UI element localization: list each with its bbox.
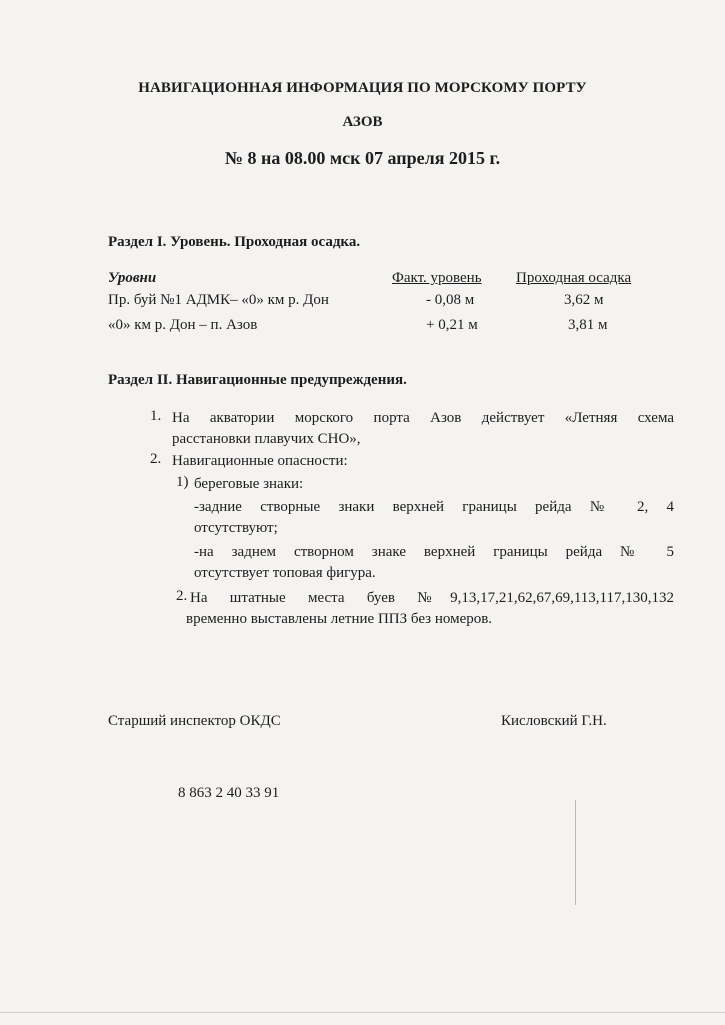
signatory-name: Кисловский Г.Н. — [501, 713, 607, 729]
column-header-actual-level: Факт. уровень — [392, 270, 482, 286]
document-title: НАВИГАЦИОННАЯ ИНФОРМАЦИЯ ПО МОРСКОМУ ПОРТУ — [138, 80, 587, 96]
list-number: 2. — [150, 451, 162, 467]
row-section: Пр. буй №1 АДМК– «0» км р. Дон — [108, 292, 329, 308]
row-draft: 3,81 м — [568, 317, 608, 333]
sub2-line1: На штатные места буев №9,13,17,21,62,67,69,113,117,130,132 — [190, 590, 674, 606]
dash1-line2: отсутствуют; — [194, 520, 278, 536]
signatory-position: Старший инспектор ОКДС — [108, 713, 281, 729]
row-actual-level: - 0,08 м — [426, 292, 475, 308]
levels-table-header — [108, 270, 668, 290]
sub1-text: береговые знаки: — [194, 476, 304, 492]
item2-text: Навигационные опасности: — [172, 453, 348, 469]
item1-line1: На акватории морского порта Азов действует «Летняя схема — [172, 410, 674, 426]
sublist-number: 1) — [176, 474, 189, 490]
scan-bottom-edge — [0, 1012, 725, 1013]
table-row — [108, 317, 668, 337]
section2-title: Раздел II. Навигационные предупреждения. — [108, 372, 407, 388]
item1-line2: расстановки плавучих СНО», — [172, 431, 361, 447]
row-draft: 3,62 м — [564, 292, 604, 308]
table-row — [108, 292, 668, 312]
sub2-line2: временно выставлены летние ППЗ без номеров. — [186, 611, 493, 627]
sublist-number: 2. — [176, 588, 188, 604]
column-header-draft: Проходная осадка — [516, 270, 632, 286]
dash2-line1: -на заднем створном знаке верхней границы рейда № 5 — [194, 544, 674, 560]
bulletin-number: № 8 на 08.00 мск 07 апреля 2015 г. — [224, 148, 501, 168]
row-section: «0» км р. Дон – п. Азов — [108, 317, 258, 333]
contact-phone: 8 863 2 40 33 91 — [178, 785, 280, 801]
list-number: 1. — [150, 408, 162, 424]
row-actual-level: + 0,21 м — [426, 317, 478, 333]
section1-title: Раздел I. Уровень. Проходная осадка. — [108, 234, 361, 250]
column-header-levels: Уровни — [108, 270, 157, 286]
port-name: АЗОВ — [342, 114, 383, 130]
scan-margin-line — [575, 800, 576, 905]
dash1-line1: -задние створные знаки верхней границы рейда № 2, 4 — [194, 499, 674, 515]
dash2-line2: отсутствует топовая фигура. — [194, 565, 376, 581]
